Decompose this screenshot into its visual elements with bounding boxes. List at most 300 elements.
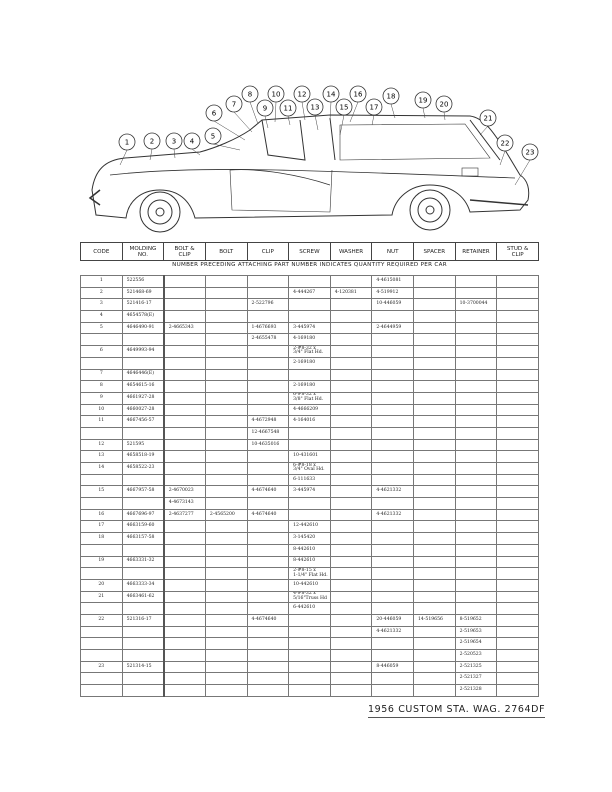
table-row [81, 638, 539, 650]
cell-stud [497, 276, 539, 288]
table-row [81, 650, 539, 662]
table-row [81, 521, 539, 533]
parts-table [80, 275, 539, 697]
cell-molding [122, 357, 164, 369]
cell-washer [330, 416, 372, 428]
table-row [81, 685, 539, 697]
car-illustration [0, 0, 612, 242]
callout-leader [174, 149, 175, 158]
cell-nut [372, 638, 414, 650]
cell-washer [330, 346, 372, 358]
cell-washer [330, 322, 372, 334]
cell-bolt [205, 650, 247, 662]
cell-spacer [414, 673, 456, 685]
cell-washer [330, 650, 372, 662]
cell-bolt [164, 369, 206, 381]
cell-code [81, 626, 123, 638]
cell-bolt [164, 451, 206, 463]
cell-washer [330, 498, 372, 510]
table-row [81, 568, 539, 580]
cell-stud [497, 579, 539, 591]
table-row [81, 451, 539, 463]
cell-nut: 8-446059 [372, 661, 414, 673]
cell-spacer [414, 603, 456, 615]
cell-stud [497, 509, 539, 521]
cell-molding: 521595 [122, 439, 164, 451]
cell-bolt [205, 661, 247, 673]
cell-molding: 521468-69 [122, 287, 164, 299]
cell-washer [330, 603, 372, 615]
cell-screw [289, 614, 331, 626]
cell-bolt [205, 591, 247, 603]
cell-clip [247, 404, 289, 416]
cell-bolt [164, 416, 206, 428]
cell-spacer [414, 346, 456, 358]
cell-clip [247, 381, 289, 393]
cell-stud [497, 392, 539, 404]
cell-stud [497, 673, 539, 685]
cell-code: 6 [81, 346, 123, 358]
cell-screw [289, 427, 331, 439]
cell-clip [247, 544, 289, 556]
cell-bolt [164, 614, 206, 626]
cell-screw [289, 311, 331, 323]
callout-leader [500, 151, 505, 165]
callout-leader [234, 112, 252, 132]
cell-stud [497, 486, 539, 498]
callout-label: 15 [339, 103, 349, 112]
cell-bolt: 2-4670023 [164, 486, 206, 498]
cell-clip [247, 498, 289, 510]
callout-leader [150, 149, 152, 160]
cell-screw: 4-4666209 [289, 404, 331, 416]
cell-washer [330, 591, 372, 603]
cell-stud [497, 533, 539, 545]
cell-spacer [414, 334, 456, 346]
cell-bolt [164, 568, 206, 580]
callout-label: 21 [483, 114, 493, 123]
cell-molding [122, 498, 164, 510]
cell-clip: 4-4674640 [247, 509, 289, 521]
cell-spacer [414, 661, 456, 673]
cell-code: 8 [81, 381, 123, 393]
cell-bolt: 4-4673143 [164, 498, 206, 510]
cell-molding: 4667456-57 [122, 416, 164, 428]
cell-molding [122, 544, 164, 556]
cell-bolt [205, 392, 247, 404]
cell-stud [497, 544, 539, 556]
cell-molding: 4667957-58 [122, 486, 164, 498]
cell-clip: 1-4676693 [247, 322, 289, 334]
cell-retainer [455, 486, 497, 498]
cell-spacer [414, 533, 456, 545]
cell-retainer [455, 474, 497, 486]
cell-bolt [164, 544, 206, 556]
cell-code: 21 [81, 591, 123, 603]
cell-stud [497, 568, 539, 580]
table-row [81, 346, 539, 358]
cell-molding [122, 334, 164, 346]
quantity-note: NUMBER PRECEDING ATTACHING PART NUMBER INDICATES QUANTITY REQUIRED PER CAR [172, 262, 447, 268]
cell-screw: 3-445974 [289, 486, 331, 498]
cell-nut [372, 544, 414, 556]
cell-code [81, 685, 123, 697]
cell-bolt [164, 603, 206, 615]
cell-washer [330, 579, 372, 591]
callout-label: 4 [189, 137, 195, 146]
cell-nut [372, 404, 414, 416]
cell-molding [122, 685, 164, 697]
cell-stud [497, 591, 539, 603]
cell-code: 17 [81, 521, 123, 533]
cell-bolt [205, 474, 247, 486]
cell-retainer [455, 416, 497, 428]
callout-leader [480, 126, 488, 135]
cell-screw [289, 276, 331, 288]
callout-label: 5 [210, 132, 216, 141]
cell-retainer [455, 357, 497, 369]
cell-bolt [205, 276, 247, 288]
callout-label: 2 [149, 137, 155, 146]
cell-bolt [164, 533, 206, 545]
cell-code: 15 [81, 486, 123, 498]
cell-code: 19 [81, 556, 123, 568]
cell-retainer: 2-521327 [455, 673, 497, 685]
cell-stud [497, 322, 539, 334]
cell-stud [497, 381, 539, 393]
cell-spacer [414, 439, 456, 451]
column-header: SPACER [414, 243, 456, 261]
cell-molding [122, 626, 164, 638]
table-row [81, 579, 539, 591]
cell-screw: 4-164016 [289, 416, 331, 428]
cell-code: 23 [81, 661, 123, 673]
cell-bolt [164, 650, 206, 662]
cell-bolt [164, 346, 206, 358]
cell-clip [247, 591, 289, 603]
cell-molding [122, 650, 164, 662]
cell-screw [289, 673, 331, 685]
cell-bolt [205, 299, 247, 311]
callout-label: 14 [326, 90, 336, 99]
cell-nut [372, 463, 414, 475]
cell-molding: 4649993-94 [122, 346, 164, 358]
table-row [81, 626, 539, 638]
cell-bolt [205, 685, 247, 697]
cell-bolt [164, 276, 206, 288]
cell-bolt [205, 416, 247, 428]
cell-washer [330, 299, 372, 311]
column-header: CLIP [247, 243, 289, 261]
cell-retainer [455, 381, 497, 393]
cell-washer [330, 556, 372, 568]
cell-code: 9 [81, 392, 123, 404]
cell-washer [330, 486, 372, 498]
cell-stud [497, 404, 539, 416]
callout-label: 8 [247, 90, 253, 99]
column-header: RETAINER [455, 243, 497, 261]
cell-spacer: 14-519656 [414, 614, 456, 626]
cell-nut [372, 568, 414, 580]
table-row [81, 498, 539, 510]
cell-bolt [164, 463, 206, 475]
callout-label: 3 [171, 137, 177, 146]
table-row [81, 369, 539, 381]
cell-molding: 4660027-28 [122, 404, 164, 416]
cell-nut: 20-446059 [372, 614, 414, 626]
cell-nut [372, 357, 414, 369]
cell-retainer [455, 463, 497, 475]
column-header: BOLT & CLIP [164, 243, 206, 261]
cell-code: 12 [81, 439, 123, 451]
cell-bolt [205, 439, 247, 451]
cell-screw [289, 439, 331, 451]
cell-clip [247, 685, 289, 697]
cell-nut: 4-4621332 [372, 509, 414, 521]
cell-molding [122, 568, 164, 580]
cell-screw: 3-145420 [289, 533, 331, 545]
callout-leader [330, 102, 331, 120]
cell-stud [497, 626, 539, 638]
cell-stud [497, 521, 539, 533]
table-row [81, 416, 539, 428]
cell-code [81, 427, 123, 439]
cell-clip [247, 603, 289, 615]
table-row [81, 661, 539, 673]
cell-clip [247, 463, 289, 475]
cell-retainer [455, 579, 497, 591]
cell-washer [330, 427, 372, 439]
cell-code: 22 [81, 614, 123, 626]
cell-screw: 6-442610 [289, 603, 331, 615]
cell-screw [289, 650, 331, 662]
cell-bolt [205, 451, 247, 463]
cell-molding [122, 638, 164, 650]
callout-label: 13 [310, 103, 320, 112]
cell-bolt [205, 498, 247, 510]
cell-bolt [205, 404, 247, 416]
table-row [81, 287, 539, 299]
table-row [81, 404, 539, 416]
callout-leader [515, 160, 530, 185]
cell-spacer [414, 638, 456, 650]
cell-screw: 2-169180 [289, 381, 331, 393]
cell-retainer [455, 392, 497, 404]
cell-stud [497, 334, 539, 346]
cell-stud [497, 299, 539, 311]
cell-washer [330, 463, 372, 475]
cell-screw: 4-#8-32 x 5/16"Truss Hd [289, 591, 331, 603]
cell-bolt [164, 661, 206, 673]
callout-leader [250, 102, 258, 124]
cell-nut: 4-519912 [372, 287, 414, 299]
table-row [81, 614, 539, 626]
cell-clip [247, 638, 289, 650]
cell-stud [497, 439, 539, 451]
callout-leader [288, 116, 290, 125]
cell-bolt [205, 369, 247, 381]
cell-clip [247, 626, 289, 638]
cell-stud [497, 603, 539, 615]
cell-stud [497, 556, 539, 568]
callout-label: 7 [231, 100, 237, 109]
cell-screw: 6-111633 [289, 474, 331, 486]
cell-code: 5 [81, 322, 123, 334]
cell-nut [372, 416, 414, 428]
cell-spacer [414, 357, 456, 369]
cell-spacer [414, 509, 456, 521]
cell-bolt [205, 603, 247, 615]
cell-spacer [414, 556, 456, 568]
cell-bolt [205, 533, 247, 545]
cell-molding: 4663331-32 [122, 556, 164, 568]
cell-nut [372, 556, 414, 568]
table-row [81, 591, 539, 603]
cell-bolt [205, 626, 247, 638]
cell-nut [372, 579, 414, 591]
column-header: STUD & CLIP [497, 243, 539, 261]
cell-spacer [414, 276, 456, 288]
cell-bolt [205, 568, 247, 580]
cell-code: 16 [81, 509, 123, 521]
cell-screw: 8-442610 [289, 544, 331, 556]
cell-bolt [205, 381, 247, 393]
cell-clip [247, 287, 289, 299]
cell-bolt [164, 311, 206, 323]
cell-nut [372, 591, 414, 603]
cell-nut [372, 603, 414, 615]
table-row [81, 673, 539, 685]
cell-code [81, 603, 123, 615]
cell-nut [372, 311, 414, 323]
cell-spacer [414, 287, 456, 299]
cell-stud [497, 451, 539, 463]
cell-bolt [205, 521, 247, 533]
cell-retainer: 8-519652 [455, 614, 497, 626]
cell-retainer [455, 439, 497, 451]
cell-clip [247, 276, 289, 288]
cell-code [81, 334, 123, 346]
table-row [81, 276, 539, 288]
cell-spacer [414, 299, 456, 311]
table-row [81, 509, 539, 521]
cell-bolt [164, 591, 206, 603]
cell-spacer [414, 486, 456, 498]
cell-clip [247, 568, 289, 580]
cell-spacer [414, 322, 456, 334]
callout-label: 17 [369, 103, 379, 112]
cell-bolt [164, 334, 206, 346]
cell-clip: 10-4635016 [247, 439, 289, 451]
cell-screw: 2-169180 [289, 357, 331, 369]
cell-spacer [414, 416, 456, 428]
cell-stud [497, 650, 539, 662]
cell-molding: 4646490-91 [122, 322, 164, 334]
cell-bolt [205, 287, 247, 299]
cell-bolt [164, 287, 206, 299]
cell-washer [330, 381, 372, 393]
cell-molding: 522556 [122, 276, 164, 288]
cell-retainer [455, 451, 497, 463]
cell-bolt: 2-4637277 [164, 509, 206, 521]
cell-spacer [414, 404, 456, 416]
cell-bolt: 2-4665343 [164, 322, 206, 334]
cell-stud [497, 311, 539, 323]
cell-stud [497, 614, 539, 626]
callout-label: 16 [353, 90, 363, 99]
cell-molding [122, 427, 164, 439]
cell-retainer [455, 533, 497, 545]
cell-washer [330, 673, 372, 685]
cell-code: 2 [81, 287, 123, 299]
cell-washer [330, 392, 372, 404]
column-header: NUT [372, 243, 414, 261]
cell-code: 4 [81, 311, 123, 323]
cell-nut [372, 685, 414, 697]
cell-washer [330, 509, 372, 521]
cell-retainer [455, 427, 497, 439]
cell-bolt [164, 439, 206, 451]
callout-label: 23 [525, 148, 535, 157]
table-row [81, 544, 539, 556]
table-row [81, 533, 539, 545]
cell-molding: 4658518-19 [122, 451, 164, 463]
cell-washer [330, 568, 372, 580]
cell-code: 20 [81, 579, 123, 591]
cell-washer: 4-120381 [330, 287, 372, 299]
table-row [81, 311, 539, 323]
cell-nut [372, 369, 414, 381]
cell-retainer: 2-519654 [455, 638, 497, 650]
cell-retainer [455, 404, 497, 416]
cell-spacer [414, 369, 456, 381]
cell-code: 11 [81, 416, 123, 428]
cell-screw: 6-#8-18 x 3/4" Oval Hd. [289, 463, 331, 475]
cell-screw: 10-442610 [289, 579, 331, 591]
cell-screw [289, 638, 331, 650]
cell-nut [372, 346, 414, 358]
cell-clip: 2-522796 [247, 299, 289, 311]
callout-label: 11 [283, 104, 293, 113]
table-row [81, 392, 539, 404]
table-row [81, 322, 539, 334]
cell-nut [372, 334, 414, 346]
cell-screw [289, 661, 331, 673]
cell-code: 10 [81, 404, 123, 416]
cell-spacer [414, 544, 456, 556]
cell-washer [330, 614, 372, 626]
cell-stud [497, 463, 539, 475]
cell-washer [330, 685, 372, 697]
cell-retainer [455, 556, 497, 568]
column-header: BOLT [205, 243, 247, 261]
cell-retainer [455, 544, 497, 556]
cell-nut [372, 439, 414, 451]
cell-bolt [205, 638, 247, 650]
cell-retainer [455, 591, 497, 603]
cell-retainer [455, 322, 497, 334]
cell-spacer [414, 591, 456, 603]
table-row [81, 474, 539, 486]
table-row [81, 334, 539, 346]
cell-retainer [455, 276, 497, 288]
cell-clip [247, 661, 289, 673]
callout-leader [423, 108, 425, 118]
cell-nut: 4-4615081 [372, 276, 414, 288]
cell-molding: 4661927-28 [122, 392, 164, 404]
cell-nut [372, 451, 414, 463]
cell-nut [372, 498, 414, 510]
